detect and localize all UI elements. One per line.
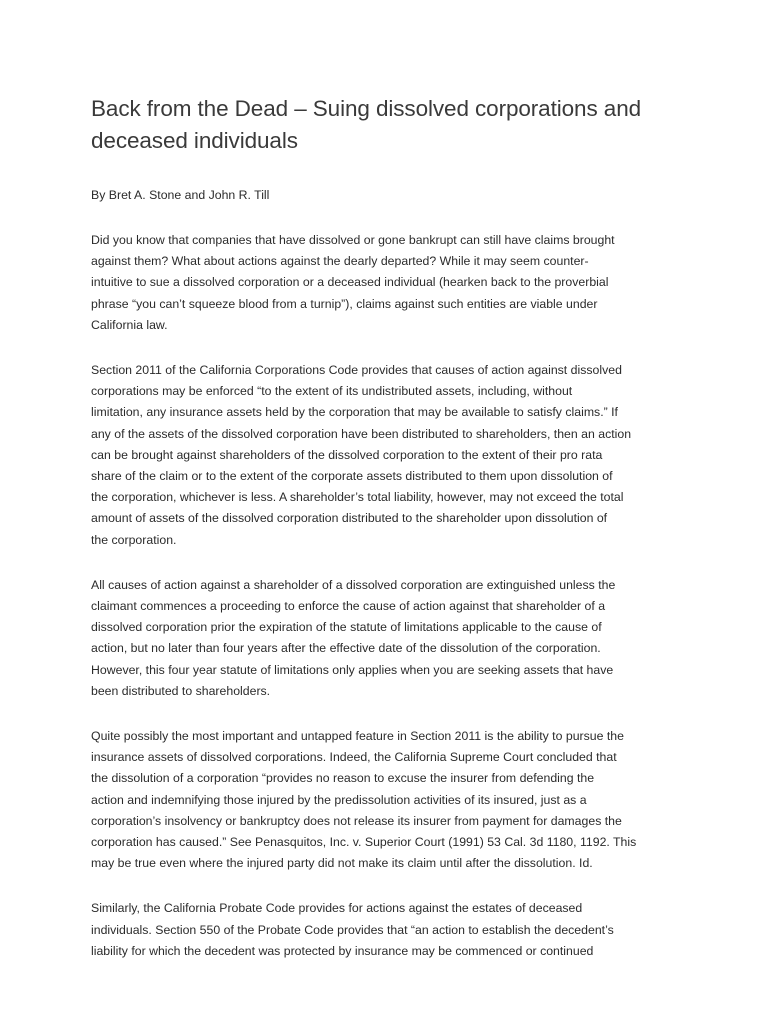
paragraph-line: amount of assets of the dissolved corporation distributed to the shareholder upon dissolution of	[91, 511, 608, 526]
paragraph-insurance-assets	[91, 726, 708, 874]
paragraph-line: corporation’s insolvency or bankruptcy does not release its insurer from payment for damages the	[91, 813, 622, 828]
paragraph-line: Section 2011 of the California Corporations Code provides that causes of action against dissolved	[91, 363, 622, 378]
paragraph-line: intuitive to sue a dissolved corporation or a deceased individual (hearken back to the proverbial	[91, 275, 609, 290]
paragraph-line: insurance assets of dissolved corporations. Indeed, the California Supreme Court concluded that	[91, 750, 617, 765]
paragraph-line: individuals. Section 550 of the Probate Code provides that “an action to establish the decedent’s	[91, 922, 614, 937]
paragraph-line: liability for which the decedent was protected by insurance may be commenced or continued	[91, 943, 594, 958]
paragraph-line: against them? What about actions against the dearly departed? While it may seem counter-	[91, 254, 589, 269]
paragraph-line: limitation, any insurance assets held by the corporation that may be available to satisfy claims.” If	[91, 405, 618, 420]
paragraph-extinguished-claims	[91, 575, 708, 702]
paragraph-line: corporations may be enforced “to the extent of its undistributed assets, including, without	[91, 384, 573, 399]
article-byline: By Bret A. Stone and John R. Till	[91, 188, 270, 202]
paragraph-line: However, this four year statute of limitations only applies when you are seeking assets that have	[91, 662, 614, 677]
paragraph-intro	[91, 230, 708, 336]
paragraph-line: All causes of action against a shareholder of a dissolved corporation are extinguished unless the	[91, 577, 616, 592]
paragraph-line: claimant commences a proceeding to enforce the cause of action against that shareholder of a	[91, 599, 606, 614]
paragraph-line: the corporation.	[91, 532, 177, 547]
paragraph-line: phrase “you can’t squeeze blood from a turnip”), claims against such entities are viable under	[91, 296, 598, 311]
paragraph-line: can be brought against shareholders of the dissolved corporation to the extent of their pro rata	[91, 447, 603, 462]
paragraph-line: Similarly, the California Probate Code provides for actions against the estates of deceased	[91, 901, 583, 916]
paragraph-section-2011	[91, 360, 708, 551]
paragraph-line: corporation has caused.” See Penasquitos, Inc. v. Superior Court (1991) 53 Cal. 3d 1180, 1192. This	[91, 835, 637, 850]
paragraph-line: the corporation, whichever is less. A shareholder’s total liability, however, may not exceed the total	[91, 490, 624, 505]
paragraph-line: Did you know that companies that have dissolved or gone bankrupt can still have claims brought	[91, 233, 615, 247]
paragraph-line: Quite possibly the most important and untapped feature in Section 2011 is the ability to pursue the	[91, 729, 624, 744]
paragraph-line: been distributed to shareholders.	[91, 683, 271, 698]
paragraph-line: action and indemnifying those injured by the predissolution activities of its insured, just as a	[91, 792, 587, 807]
article-title	[91, 93, 708, 157]
paragraph-line: action, but no later than four years after the effective date of the dissolution of the corporation.	[91, 641, 601, 656]
article-title-line: Back from the Dead – Suing dissolved corporations and	[91, 96, 642, 121]
paragraph-line: may be true even where the injured party did not make its claim until after the dissolution. Id.	[91, 856, 593, 871]
paragraph-line: California law.	[91, 317, 168, 332]
paragraph-probate-code	[91, 898, 708, 962]
paragraph-line: the dissolution of a corporation “provides no reason to excuse the insurer from defending the	[91, 771, 595, 786]
paragraph-line: any of the assets of the dissolved corporation have been distributed to shareholders, then an action	[91, 426, 632, 441]
paragraph-line: dissolved corporation prior the expiration of the statute of limitations applicable to the cause of	[91, 620, 602, 635]
article-title-line: deceased individuals	[91, 128, 298, 153]
paragraph-line: share of the claim or to the extent of the corporate assets distributed to them upon dissolution of	[91, 469, 613, 484]
